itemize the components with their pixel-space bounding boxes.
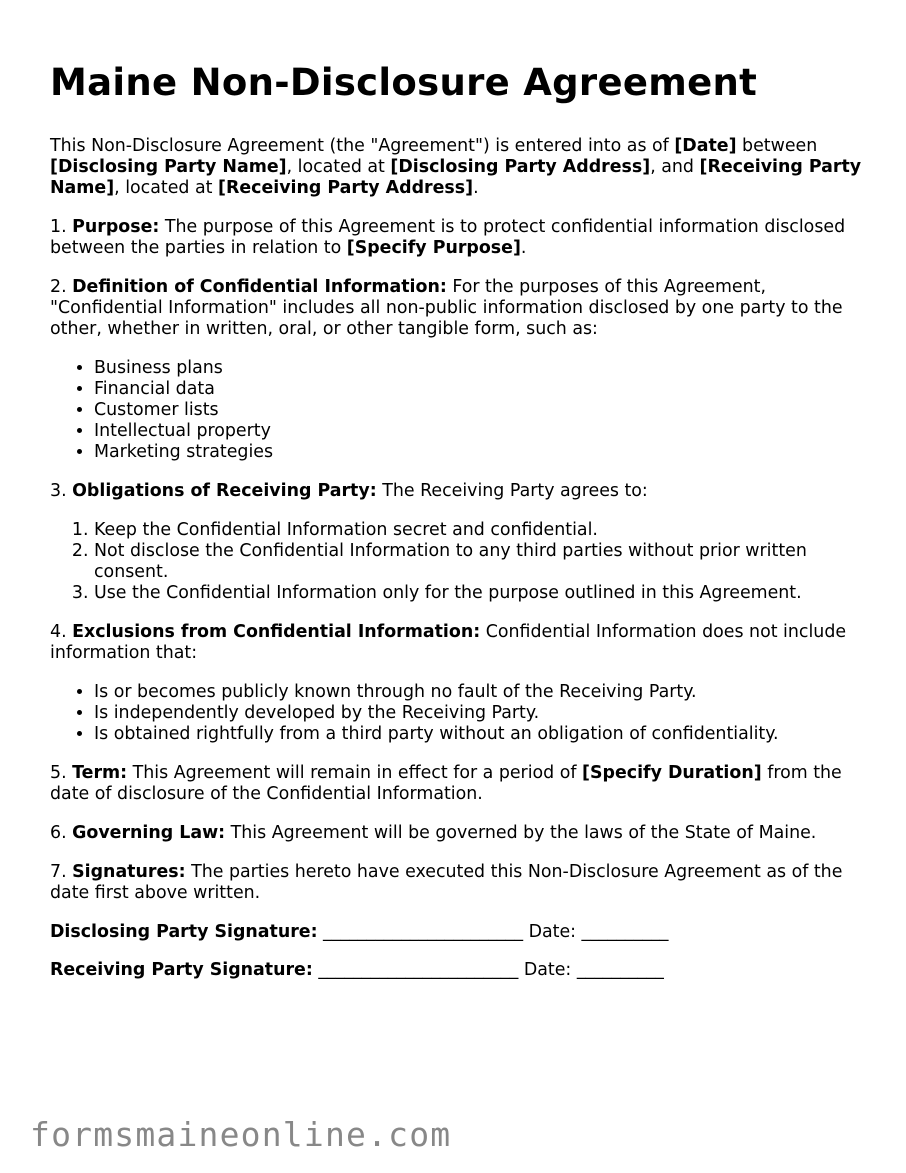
disclosing-signature-blank: _______________________ xyxy=(317,922,529,942)
list-item: • Is independently developed by the Receiving Party. xyxy=(94,703,862,724)
disclosing-signature-line xyxy=(50,922,862,943)
receiving-signature-blank: _______________________ xyxy=(312,960,524,980)
section-heading: Definition of Confidential Information: xyxy=(72,277,447,297)
disclosing-signature-label: Disclosing Party Signature: xyxy=(50,922,318,942)
section-heading: Purpose: xyxy=(72,217,160,237)
duration-placeholder: [Specify Duration] xyxy=(582,763,762,783)
section-number: 1. xyxy=(50,217,73,237)
list-item: • Intellectual property xyxy=(94,421,862,442)
intro-text: , located at xyxy=(286,157,391,177)
section-number: 3. xyxy=(50,481,73,501)
receiving-signature-label: Receiving Party Signature: xyxy=(50,960,313,980)
document-title: Maine Non-Disclosure Agreement xyxy=(50,61,758,104)
list-item: • Financial data xyxy=(94,379,862,400)
section-heading: Governing Law: xyxy=(72,823,226,843)
intro-text: between xyxy=(736,136,818,156)
section-text: . xyxy=(520,238,527,258)
section-text: For the purposes of this Agreement, "Confidential Information" includes all non-public information disclosed by one party to the other, whether in written, oral, or other tangible form, such as: xyxy=(50,277,843,339)
section-text: This Agreement will remain in effect for a period of xyxy=(127,763,583,783)
document-page xyxy=(50,58,862,998)
receiving-party-name: [Receiving Party Name] xyxy=(50,157,862,198)
date-blank: __________ xyxy=(576,960,664,980)
list-item: • Marketing strategies xyxy=(94,442,862,463)
date-label: Date: xyxy=(523,960,577,980)
confidential-info-list xyxy=(50,358,862,463)
section-heading: Signatures: xyxy=(72,862,186,882)
intro-text: This Non-Disclosure Agreement (the "Agreement") is entered into as of xyxy=(50,136,675,156)
list-item: 3. Use the Confidential Information only for the purpose outlined in this Agreement. xyxy=(94,583,862,604)
list-item: • Customer lists xyxy=(94,400,862,421)
intro-text: . xyxy=(473,178,479,198)
site-watermark: formsmaineonline.com xyxy=(30,1115,452,1154)
section-governing-law xyxy=(50,823,862,844)
section-definition xyxy=(50,277,862,340)
section-number: 4. xyxy=(50,622,73,642)
date-blank: __________ xyxy=(581,922,669,942)
section-signatures xyxy=(50,862,862,904)
list-item: 2. Not disclose the Confidential Information to any third parties without prior written consent. xyxy=(94,541,862,583)
section-number: 7. xyxy=(50,862,73,882)
section-heading: Exclusions from Confidential Information: xyxy=(72,622,481,642)
receiving-signature-line xyxy=(50,960,862,981)
section-exclusions xyxy=(50,622,862,664)
section-text: The purpose of this Agreement is to protect confidential information disclosed between the parties in relation to xyxy=(50,217,846,258)
section-heading: Obligations of Receiving Party: xyxy=(72,481,377,501)
section-text: from the date of disclosure of the Confidential Information. xyxy=(50,763,842,804)
section-text: Confidential Information does not include information that: xyxy=(50,622,847,663)
purpose-placeholder: [Specify Purpose] xyxy=(346,238,521,258)
intro-text: , located at xyxy=(114,178,218,198)
section-obligations xyxy=(50,481,862,502)
list-item: 1. Keep the Confidential Information secret and confidential. xyxy=(94,520,862,541)
list-item: • Is or becomes publicly known through no fault of the Receiving Party. xyxy=(94,682,862,703)
receiving-party-address: [Receiving Party Address] xyxy=(218,178,474,198)
disclosing-party-name: [Disclosing Party Name] xyxy=(50,157,287,177)
section-text: The Receiving Party agrees to: xyxy=(376,481,648,501)
date-placeholder: [Date] xyxy=(674,136,737,156)
section-text: The parties hereto have executed this Non-Disclosure Agreement as of the date first above written. xyxy=(50,862,843,903)
section-number: 2. xyxy=(50,277,73,297)
section-text: This Agreement will be governed by the laws of the State of Maine. xyxy=(225,823,817,843)
section-number: 6. xyxy=(50,823,73,843)
list-item: • Is obtained rightfully from a third party without an obligation of confidentiality. xyxy=(94,724,862,745)
exclusions-list xyxy=(50,682,862,745)
section-number: 5. xyxy=(50,763,73,783)
list-item: • Business plans xyxy=(94,358,862,379)
intro-paragraph xyxy=(50,136,862,199)
date-label: Date: xyxy=(528,922,582,942)
section-heading: Term: xyxy=(72,763,128,783)
disclosing-party-address: [Disclosing Party Address] xyxy=(390,157,651,177)
section-term xyxy=(50,763,862,805)
section-purpose xyxy=(50,217,862,259)
intro-text: , and xyxy=(650,157,700,177)
obligations-list xyxy=(50,520,862,604)
